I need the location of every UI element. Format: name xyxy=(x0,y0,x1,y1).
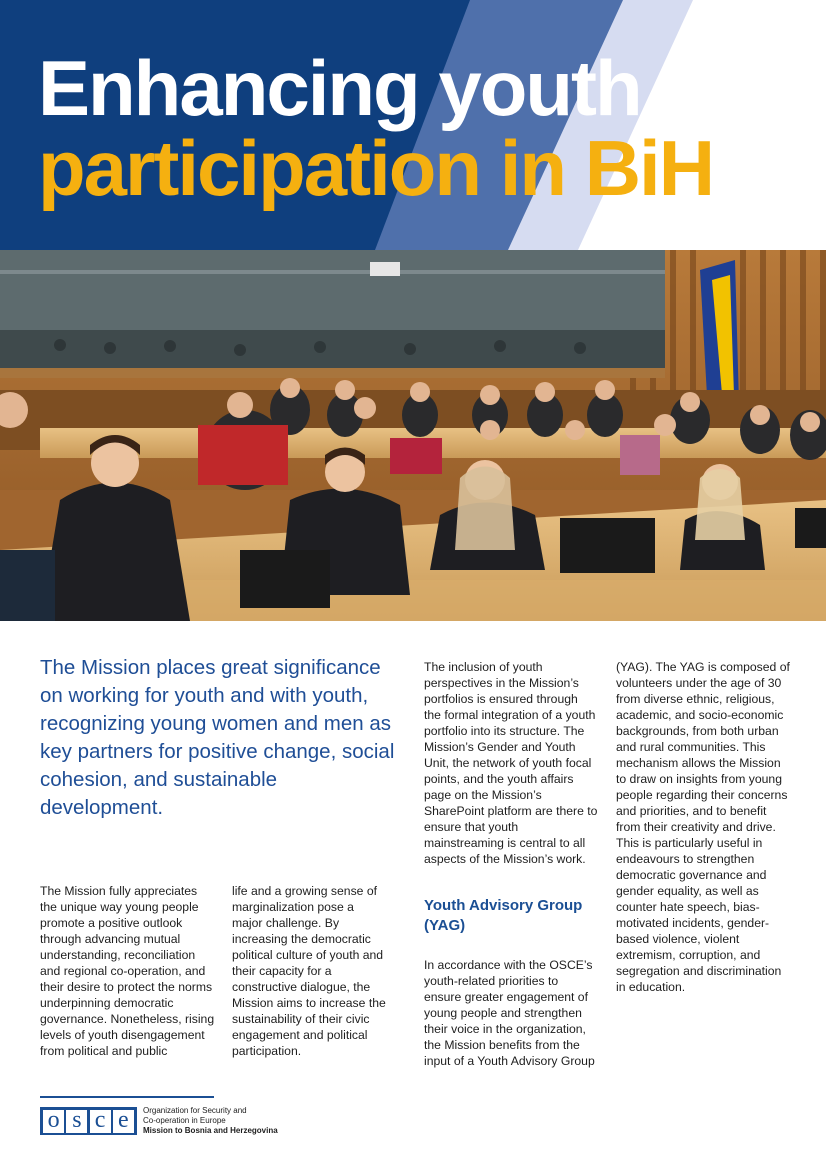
title-line-2: participation in BiH xyxy=(38,124,714,212)
org-line-2: Co-operation in Europe xyxy=(143,1116,226,1125)
column-1-text: The Mission fully appreciates the unique way young people promote a positive outlook through advancing mutual understanding, reconciliation and regional co-operation, and their desire to protect the norms underpinning democratic governance. Nonetheless, rising levels of youth disengagement from political and public xyxy=(40,884,215,1058)
header-banner xyxy=(0,0,826,250)
column-3-para-1: The inclusion of youth perspectives in the Mission’s portfolios is ensured through the formal integration of a youth portfolio into its structure. The Mission’s Gender and Youth Unit, the network of youth focal points, and the youth affairs page on the Mission’s SharePoint platform are there to ensure that youth mainstreaming is central to all aspects of the Mission’s work. xyxy=(424,660,598,866)
logo-letter: o xyxy=(43,1110,64,1133)
youth-assembly-photo xyxy=(0,250,826,621)
body-column-2 xyxy=(232,883,386,1059)
org-line-1: Organization for Security and xyxy=(143,1106,247,1115)
footer-rule xyxy=(40,1096,214,1098)
body-column-4 xyxy=(616,659,792,995)
mission-name: Mission to Bosnia and Herzegovina xyxy=(143,1126,278,1135)
osce-logo xyxy=(40,1106,278,1136)
title-line-1: Enhancing youth xyxy=(38,44,641,132)
logo-letter: e xyxy=(113,1110,134,1133)
org-line-3 xyxy=(143,1126,278,1136)
yag-heading: Youth Advisory Group (YAG) xyxy=(424,897,583,934)
organization-name xyxy=(143,1106,278,1136)
logo-letter: s xyxy=(66,1110,87,1133)
column-4-text: (YAG). The YAG is composed of volunteers under the age of 30 from diverse ethnic, religious, academic, and socio-economic backgrounds, from both urban and rural communities. This mechanism allows the Mission to draw on insights from young people regarding their concerns and priorities, and to benefit from their creativity and drive. This is particularly useful in endeavours to strengthen democratic governance and gender equality, as well as counter hate speech, bias-motivated incidents, gender-based violence, violent extremism, corruption, and segregation and discrimination in education. xyxy=(616,660,790,994)
logo-letter: c xyxy=(90,1110,111,1133)
osce-logo-mark xyxy=(40,1107,137,1135)
body-column-3 xyxy=(424,659,598,1069)
lead-paragraph: The Mission places great significance on working for youth and with youth, recognizing young women and men as key partners for positive change, social cohesion, and sustainable development. xyxy=(40,656,395,819)
body-column-1 xyxy=(40,883,216,1059)
page-title xyxy=(38,44,714,212)
column-3-para-2: In accordance with the OSCE’s youth-related priorities to ensure greater engagement of young people and strengthen their voice in the organization, the Mission benefits from the input of a Youth Advisory Group xyxy=(424,958,595,1068)
column-2-text: life and a growing sense of marginalization pose a major challenge. By increasing the democratic political culture of youth and their capacity for a constructive dialogue, the Mission aims to increase the sustainability of their civic engagement and political participation. xyxy=(232,884,386,1058)
